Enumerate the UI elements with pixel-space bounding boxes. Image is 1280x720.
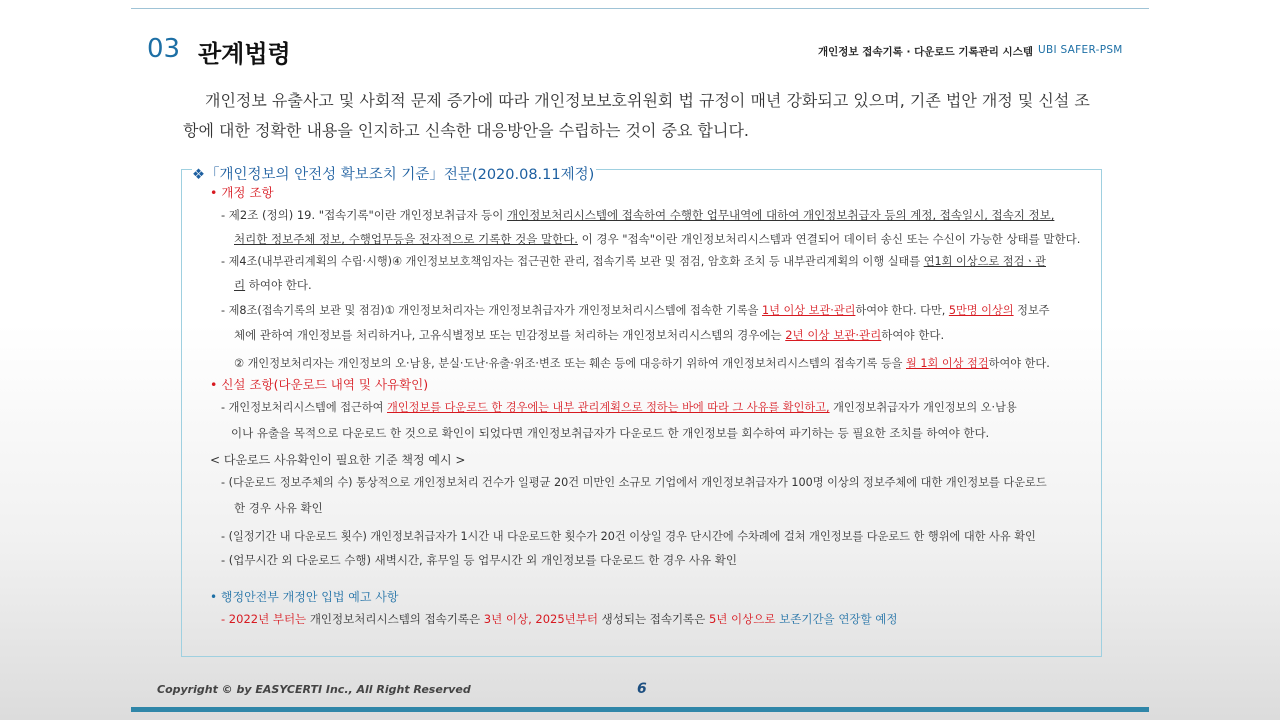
article2-text-2: 이 경우 "접속"이란 개인정보처리시스템과 연결되어 데이터 송신 또는 수신이 가능한 상태를 말한다. bbox=[577, 232, 1081, 246]
top-rule bbox=[131, 8, 1149, 9]
article2-line1 bbox=[221, 207, 1054, 223]
example-3: - (업무시간 외 다운로드 수행) 새벽시간, 휴무일 등 업무시간 외 개인정보를 다운로드 한 경우 사유 확인 bbox=[221, 553, 737, 567]
article8-red-4: 월 1회 이상 점검 bbox=[906, 357, 989, 370]
article8-text-mid: 하여야 한다. 다만, bbox=[855, 304, 949, 317]
article4-text: - 제4조(내부관리계획의 수립·시행)④ 개인정보보호책임자는 접근권한 관리, 접속기록 보관 및 점검, 암호화 조치 등 내부관리계획의 이행 실태를 bbox=[221, 255, 924, 268]
article2-line2 bbox=[234, 231, 1080, 247]
amend-heading: • 개정 조항 bbox=[210, 185, 274, 200]
intro-paragraph: 개인정보 유출사고 및 사회적 문제 증가에 따라 개인정보보호위원회 법 규정이 매년 강화되고 있으며, 기존 법안 개정 및 신설 조항에 대한 정확한 내용을 인지하고 신속한 대응방안을 수립하는 것이 중요 합니다. bbox=[183, 91, 1090, 140]
notice-text-2: 생성되는 접속기록은 bbox=[597, 612, 709, 626]
article8-red-1: 1년 이상 보관·관리 bbox=[762, 304, 856, 317]
example-2: - (일정기간 내 다운로드 횟수) 개인정보취급자가 1시간 내 다운로드한 횟수가 20건 이상일 경우 단시간에 수차례에 걸쳐 개인정보를 다운로드 한 행위에 대한 사유 확인 bbox=[221, 530, 1036, 543]
new-heading: • 신설 조항(다운로드 내역 및 사유확인) bbox=[210, 377, 429, 392]
document-title: 개인정보 접속기록 · 다운로드 기록관리 시스템 bbox=[818, 46, 1033, 58]
article4-underlined: 연1회 이상으로 점검ㆍ관 bbox=[923, 255, 1046, 268]
article4-line1 bbox=[221, 253, 1046, 269]
article8-line3 bbox=[234, 355, 1050, 371]
notice-red-1: - 2022년 부터는 bbox=[221, 612, 307, 626]
example-1-line1: - (다운로드 정보주체의 수) 통상적으로 개인정보처리 건수가 일평균 20건 미만인 소규모 기업에서 개인정보취급자가 100명 이상의 정보주체에 대한 개인정보를 다운로드 bbox=[221, 476, 1047, 489]
brand-name: UBI SAFER-PSM bbox=[1038, 44, 1123, 56]
article8-line1 bbox=[221, 302, 1050, 318]
new-clause-line2: 이나 유출을 목적으로 다운로드 한 것으로 확인이 되었다면 개인정보취급자가 다운로드 한 개인정보를 회수하여 파기하는 등 필요한 조치를 하여야 한다. bbox=[231, 426, 990, 440]
notice-red-2: 3년 이상, 2025년부터 bbox=[483, 612, 598, 626]
example-heading: < 다운로드 사유확인이 필요한 기준 책정 예시 > bbox=[210, 453, 466, 467]
example-1-line2: 한 경우 사유 확인 bbox=[234, 501, 323, 515]
article8-line2 bbox=[234, 327, 944, 343]
article8-text: - 제8조(접속기록의 보관 및 점검)① 개인정보처리자는 개인정보취급자가 개인정보처리시스템에 접속한 기록을 bbox=[221, 304, 762, 317]
article4-line2 bbox=[234, 277, 312, 293]
article8-text-3: 하여야 한다. bbox=[881, 328, 945, 342]
article8-red-3: 2년 이상 보관·관리 bbox=[785, 328, 882, 342]
bottom-rule bbox=[131, 707, 1149, 712]
article2-underlined: 개인정보처리시스템에 접속하여 수행한 업무내역에 대하여 개인정보취급자 등의 계정, 접속일시, 접속지 정보, bbox=[506, 208, 1055, 222]
new-clause-text-end: 개인정보취급자가 개인정보의 오·남용 bbox=[829, 401, 1017, 414]
article4-text-2: 하여야 한다. bbox=[245, 278, 312, 292]
section-title: 관계법령 bbox=[198, 40, 291, 68]
article2-text: - 제2조 (정의) 19. "접속기록"이란 개인정보취급자 등이 bbox=[221, 208, 507, 222]
copyright: Copyright © by EASYCERTI Inc., All Right Reserved bbox=[157, 683, 471, 696]
regulation-box-title: ❖「개인정보의 안전성 확보조치 기준」전문(2020.08.11제정) bbox=[192, 163, 596, 184]
notice-line bbox=[221, 611, 898, 627]
new-clause-text: - 개인정보처리시스템에 접근하여 bbox=[221, 401, 388, 414]
article8-red-2: 5만명 이상의 bbox=[948, 304, 1014, 317]
page-number: 6 bbox=[637, 681, 647, 697]
article8-para2-text: ② 개인정보처리자는 개인정보의 오·남용, 분실·도난·유출·위조·변조 또는 훼손 등에 대응하기 위하여 개인정보처리시스템의 접속기록 등을 bbox=[234, 357, 906, 370]
notice-blue: 보존기간을 연장할 예정 bbox=[775, 612, 898, 626]
article2-underlined-2: 처리한 정보주체 정보, 수행업무등을 전자적으로 기록한 것을 말한다. bbox=[234, 232, 578, 246]
notice-text-1: 개인정보처리시스템의 접속기록은 bbox=[306, 612, 484, 626]
article8-text-end: 정보주 bbox=[1013, 304, 1050, 317]
new-clause-red: 개인정보를 다운로드 한 경우에는 내부 관리계획으로 정하는 바에 따라 그 사유를 확인하고, bbox=[387, 401, 830, 414]
article8-para2-end: 하여야 한다. bbox=[988, 357, 1050, 370]
new-clause-line1 bbox=[221, 399, 1017, 415]
notice-heading: • 행정안전부 개정안 입법 예고 사항 bbox=[210, 590, 399, 604]
notice-red-3: 5년 이상으로 bbox=[708, 612, 776, 626]
article8-text-2: 체에 관하여 개인정보를 처리하거나, 고유식별정보 또는 민감정보를 처리하는 개인정보처리시스템의 경우에는 bbox=[234, 328, 786, 342]
article4-underlined-2: 리 bbox=[234, 278, 246, 292]
section-number: 03 bbox=[147, 34, 181, 64]
